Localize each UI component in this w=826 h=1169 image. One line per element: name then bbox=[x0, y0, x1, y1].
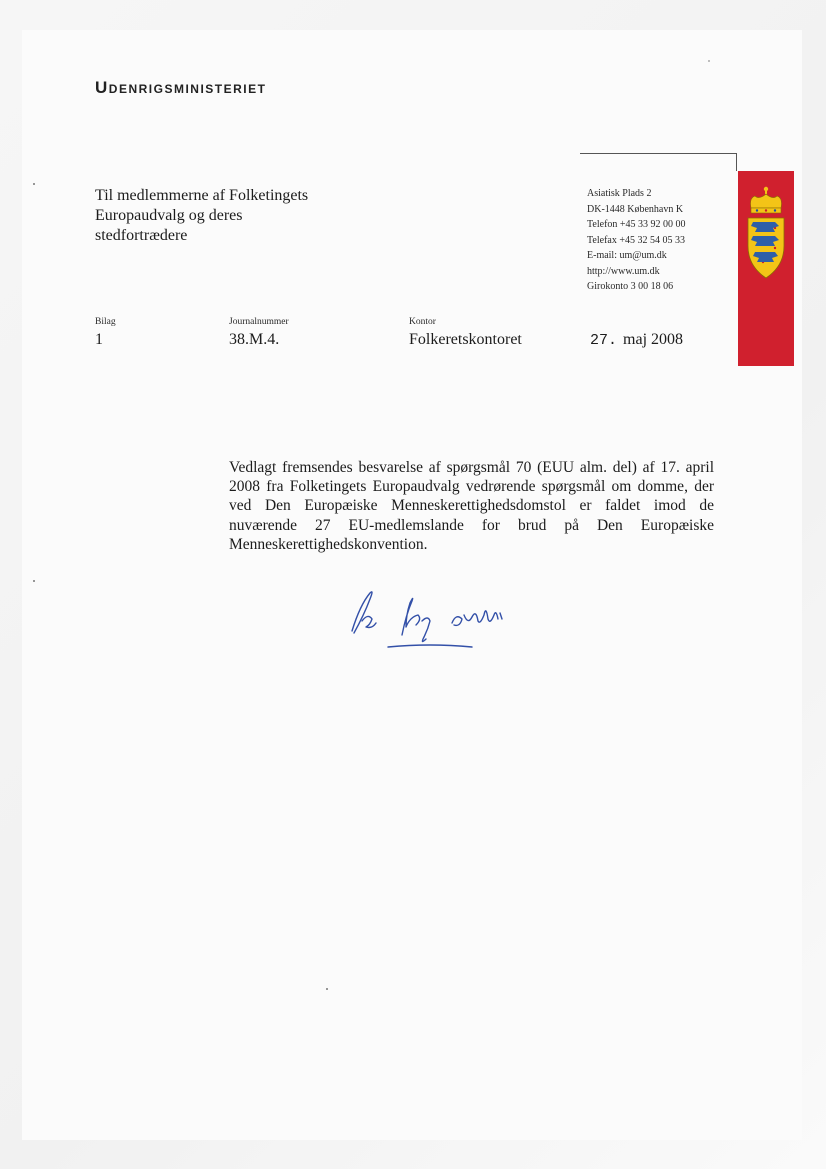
address-line: http://www.um.dk bbox=[587, 265, 660, 277]
address-line: E-mail: um@um.dk bbox=[587, 250, 667, 261]
recipient-line: stedfortrædere bbox=[95, 227, 188, 244]
recipient-line: Europaudvalg og deres bbox=[95, 207, 243, 224]
date-day: 27. bbox=[590, 332, 618, 349]
bilag-label: Bilag bbox=[95, 317, 116, 327]
address-line: DK-1448 København K bbox=[587, 203, 684, 215]
journal-value: 38.M.4. bbox=[229, 331, 280, 348]
kontor-value: Folkeretskontoret bbox=[409, 331, 522, 348]
scan-speck bbox=[326, 988, 328, 990]
address-divider-tick bbox=[736, 153, 737, 171]
royal-coat-of-arms-icon bbox=[745, 186, 787, 284]
bilag-value: 1 bbox=[95, 331, 103, 348]
address-divider bbox=[580, 153, 737, 154]
scan-speck bbox=[708, 60, 710, 62]
address-line: Girokonto 3 00 18 06 bbox=[587, 281, 674, 292]
address-line: Asiatisk Plads 2 bbox=[587, 188, 652, 199]
kontor-label: Kontor bbox=[409, 317, 436, 327]
scan-speck bbox=[33, 580, 35, 582]
date-month-year: maj 2008 bbox=[623, 331, 684, 348]
scan-speck bbox=[33, 183, 35, 185]
recipient-line: Til medlemmerne af Folketingets bbox=[95, 187, 309, 204]
address-line: Telefax +45 32 54 05 33 bbox=[587, 234, 685, 246]
journal-label: Journalnummer bbox=[229, 317, 289, 327]
address-block bbox=[587, 186, 727, 295]
handwritten-signature bbox=[340, 585, 550, 660]
address-line: Telefon +45 33 92 00 00 bbox=[587, 219, 686, 230]
ministry-name: Udenrigsministeriet bbox=[95, 78, 267, 97]
letter-date bbox=[590, 331, 683, 349]
letter-body: Vedlagt fremsendes besvarelse af spørgsmål 70 (EUU alm. del) af 17. april 2008 fra Folketingets Europaudvalg vedrørende spørgsmål om domme, der ved Den Europæiske Menneskerettighedsdomstol er faldet imod de nuværende 27 EU-medlemslande for brud på Den Europæiske Menneskerettighedskonvention. bbox=[229, 459, 714, 553]
recipient-block bbox=[95, 186, 355, 246]
